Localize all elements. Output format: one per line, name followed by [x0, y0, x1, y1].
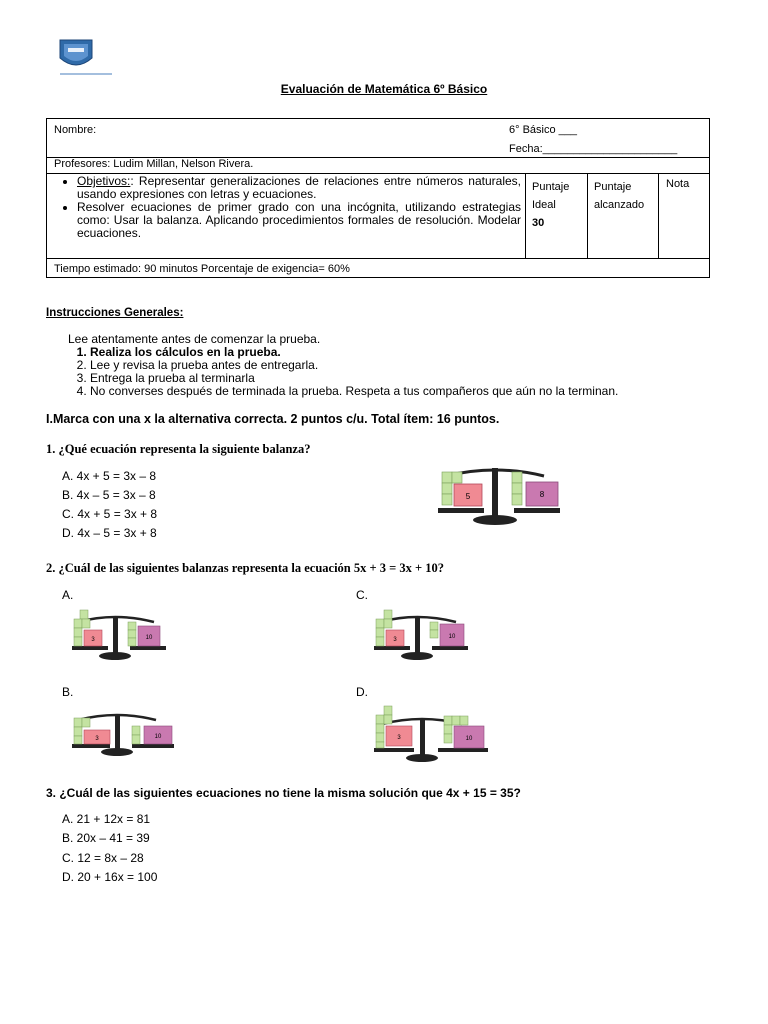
q3-option-c[interactable]: C. 12 = 8x – 28 [62, 851, 144, 865]
header-row-profesores [47, 157, 709, 174]
scale-base [473, 515, 517, 525]
curso-field[interactable]: 6° Básico ___ [509, 124, 577, 136]
svg-text:10: 10 [465, 736, 473, 742]
q2-option-c-label[interactable]: C. [356, 588, 368, 602]
instrucciones-heading: Instrucciones Generales: [46, 307, 184, 319]
objetivo-item-1: • Objetivos:: Representar generalizaciones de relaciones entre números naturales, usando expresiones con letras y ecuaciones. [77, 175, 521, 201]
q2-option-d-label[interactable]: D. [356, 685, 368, 699]
q2-scale-a[interactable] [70, 608, 170, 662]
svg-text:3: 3 [91, 637, 95, 643]
header-row-nombre [47, 119, 709, 158]
divider [47, 258, 709, 259]
profesores-text: Profesores: Ludim Millan, Nelson Rivera. [54, 158, 254, 170]
fecha-field[interactable]: Fecha:______________________ [509, 143, 678, 155]
scale-post [492, 468, 498, 520]
q1-balance-scale [436, 462, 566, 528]
section-1-heading: I.Marca con una x la alternativa correcta. 2 puntos c/u. Total ítem: 16 puntos. [46, 412, 500, 426]
puntaje-ideal-cell: Puntaje Ideal 30 [532, 181, 570, 229]
question-2: 2. ¿Cuál de las siguientes balanzas representa la ecuación 5x + 3 = 3x + 10? [46, 561, 444, 575]
instrucciones-list [68, 333, 618, 398]
objetivos-block [53, 175, 521, 240]
q1-option-c[interactable]: C. 4x + 5 = 3x + 8 [62, 507, 158, 521]
divider [525, 174, 526, 258]
x-block [442, 483, 452, 494]
scale-pan-left [438, 508, 484, 513]
x-block [512, 494, 522, 505]
x-block [442, 472, 452, 483]
x-block [452, 472, 462, 483]
nombre-label: Nombre: [54, 124, 97, 136]
q3-option-d[interactable]: D. 20 + 16x = 100 [62, 870, 158, 884]
q3-option-a[interactable]: A. 21 + 12x = 81 [62, 812, 151, 826]
page-title: Evaluación de Matemática 6º Básico [280, 82, 488, 96]
q3-option-b[interactable]: B. 20x – 41 = 39 [62, 831, 150, 845]
x-block [442, 494, 452, 505]
header-table [46, 118, 710, 278]
instruccion-item: 3. Entrega la prueba al terminarla [90, 372, 618, 385]
instrucciones-intro: Lee atentamente antes de comenzar la prueba. [68, 332, 321, 346]
instruccion-item: 2. Lee y revisa la prueba antes de entregarla. [90, 359, 618, 372]
question-1: 1. ¿Qué ecuación representa la siguiente balanza? [46, 442, 311, 456]
x-block [512, 483, 522, 494]
scale-pan-right [514, 508, 560, 513]
x-block [512, 472, 522, 483]
school-logo [58, 36, 114, 81]
q1-option-d[interactable]: D. 4x – 5 = 3x + 8 [62, 526, 157, 540]
svg-text:3: 3 [393, 637, 397, 643]
question-3: 3. ¿Cuál de las siguientes ecuaciones no tiene la misma solución que 4x + 15 = 35? [46, 786, 521, 800]
svg-text:3: 3 [397, 735, 401, 741]
q2-scale-c[interactable] [372, 608, 472, 662]
q2-option-a-label[interactable]: A. [62, 588, 74, 602]
svg-text:10: 10 [145, 635, 153, 641]
divider [658, 174, 659, 258]
q2-option-b-label[interactable]: B. [62, 685, 74, 699]
tiempo-text: Tiempo estimado: 90 minutos Porcentaje de exigencia= 60% [54, 263, 350, 275]
q2-scale-b[interactable] [70, 706, 180, 758]
nota-cell[interactable]: Nota [666, 178, 690, 190]
q2-scale-d[interactable] [372, 704, 492, 764]
puntaje-alcanzado-cell[interactable]: Puntaje alcanzado [594, 181, 645, 211]
q1-option-b[interactable]: B. 4x – 5 = 3x – 8 [62, 488, 156, 502]
instruccion-item: 1. Realiza los cálculos en la prueba. [90, 346, 618, 359]
instruccion-item: 4. No converses después de terminada la prueba. Respeta a tus compañeros que aún no la terminan. [90, 385, 618, 398]
q1-right-box-label: 8 [539, 490, 545, 499]
objetivo-item-2: • Resolver ecuaciones de primer grado con una incógnita, utilizando estrategias como: Usar la balanza. Aplicando procedimientos formales de resolución. Modelar ecuaciones. [77, 201, 521, 240]
divider [587, 174, 588, 258]
svg-text:10: 10 [448, 634, 456, 640]
q1-left-box-label: 5 [465, 492, 471, 501]
q1-option-a[interactable]: A. 4x + 5 = 3x – 8 [62, 469, 157, 483]
svg-text:3: 3 [95, 736, 99, 742]
svg-text:10: 10 [154, 734, 162, 740]
